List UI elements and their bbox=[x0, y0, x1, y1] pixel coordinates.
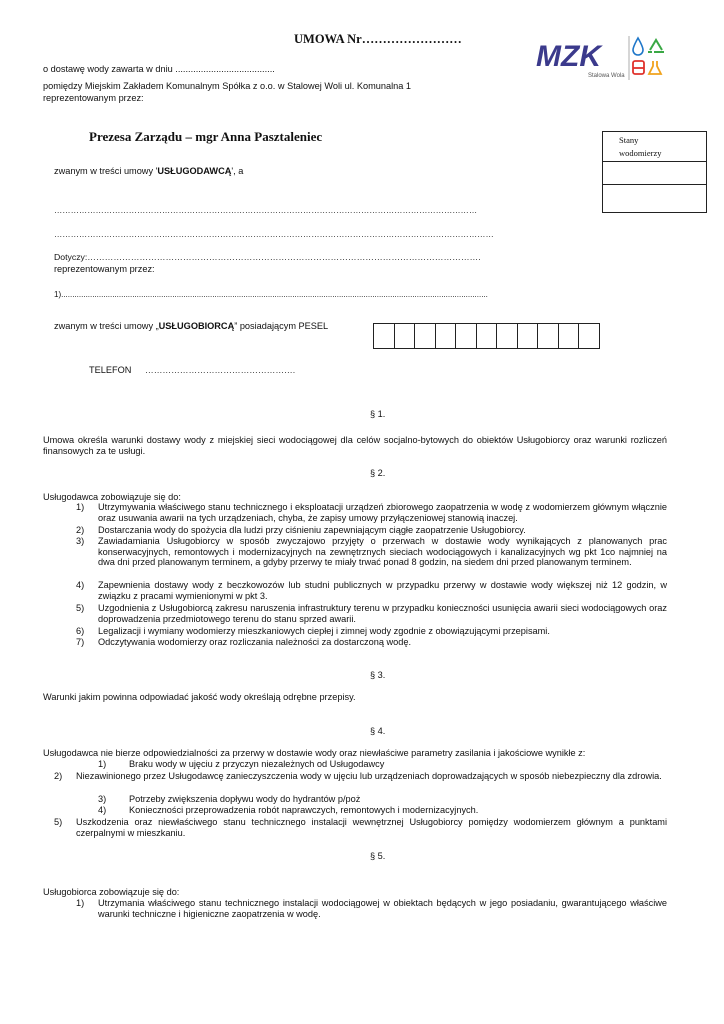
list-item: Potrzeby zwiększenia dopływu wody do hydrantów p/poż bbox=[129, 794, 361, 804]
header-line-1: o dostawę wody zawarta w dniu ....................................... bbox=[43, 64, 275, 74]
client-pre: zwanym w treści umowy „ bbox=[54, 321, 159, 331]
blank-line-2[interactable]: …………………………………………………………………………………………………………………………………………… bbox=[54, 229, 494, 239]
header-line-3: reprezentowanym przez: bbox=[43, 93, 144, 103]
president-name: Prezesa Zarządu – mgr Anna Pasztaleniec bbox=[89, 129, 323, 144]
pesel-digit[interactable] bbox=[518, 324, 539, 348]
pesel-digit[interactable] bbox=[559, 324, 580, 348]
meter-box bbox=[602, 131, 707, 213]
client-role: USŁUGOBIORCĄ bbox=[158, 321, 235, 331]
section-3-text: Warunki jakim powinna odpowiadać jakość wody określają odrębne przepisy. bbox=[43, 692, 356, 702]
logo-subtext: Stalowa Wola bbox=[588, 73, 625, 79]
pesel-digit[interactable] bbox=[456, 324, 477, 348]
pesel-digit[interactable] bbox=[538, 324, 559, 348]
bus-icon bbox=[633, 61, 644, 74]
list-item: Braku wody w ujęciu z przyczyn niezależnych od Usługodawcy bbox=[129, 759, 385, 769]
list-item: Utrzymania właściwego stanu technicznego instalacji wodociągowej w obiektach będących w jego posiadaniu, gwarantującego właściwe warunki techniczne i higieniczne zaopatrzenia w wodę. bbox=[98, 898, 667, 919]
meter-field-2[interactable] bbox=[603, 185, 707, 213]
list-number: 5) bbox=[76, 603, 85, 613]
list-number: 5) bbox=[54, 817, 63, 827]
provider-role: USŁUGODAWCĄ bbox=[157, 166, 232, 176]
flask-icon bbox=[649, 61, 661, 74]
pesel-digit[interactable] bbox=[477, 324, 498, 348]
water-drop-icon bbox=[633, 38, 643, 55]
list-item: Odczytywania wodomierzy oraz rozliczania należności za dostarczoną wodę. bbox=[98, 637, 412, 647]
list-number: 3) bbox=[98, 794, 107, 804]
represented-label: reprezentowanym przez: bbox=[54, 264, 155, 274]
meter-label-2: wodomierzy bbox=[619, 148, 662, 158]
recycle-icon bbox=[648, 40, 664, 52]
list-item: Konieczności przeprowadzenia robót naprawczych, remontowych i modernizacyjnych. bbox=[129, 805, 479, 815]
client-line bbox=[54, 321, 328, 331]
document-title: UMOWA Nr…………………… bbox=[294, 32, 462, 46]
section-4-heading: § 4. bbox=[370, 726, 386, 736]
pesel-digit[interactable] bbox=[395, 324, 416, 348]
list-number: 4) bbox=[76, 580, 85, 590]
list-item: Niezawinionego przez Usługodawcę zanieczyszczenia wody w ujęciu lub urządzeniach doprowadzających w sposób niebezpieczny dla zdrowia. bbox=[76, 771, 662, 781]
list-item: Dostarczania wody do spożycia dla ludzi przy ciśnieniu zapewniającym ciągłe zaopatrzenie Usługobiorcy. bbox=[98, 525, 526, 535]
pesel-digit[interactable] bbox=[497, 324, 518, 348]
list-item: Legalizacji i wymiany wodomierzy mieszkaniowych ciepłej i zimnej wody zgodnie z obowiązującymi przepisami. bbox=[98, 626, 550, 636]
list-item: Utrzymywania właściwego stanu technicznego i eksploatacji urządzeń zbiorowego zaopatrzenia w wodę z wodomierzem głównym włącznie oraz usuwania awarii na tych urządzeniach, chyba, że zapisy umowy przyłączeniowej stanowią inaczej. bbox=[98, 502, 667, 523]
section-2-heading: § 2. bbox=[370, 468, 386, 478]
meter-field-1[interactable] bbox=[603, 162, 707, 185]
mzk-logo bbox=[532, 30, 682, 82]
provider-post: ', a bbox=[231, 166, 244, 176]
person-1-line[interactable]: 1)................................................................................................................................................................................................ bbox=[54, 290, 488, 299]
client-post: ” posiadającym PESEL bbox=[234, 321, 329, 331]
list-number: 1) bbox=[98, 759, 107, 769]
meter-label-1: Stany bbox=[619, 135, 639, 145]
header-line-2: pomiędzy Miejskim Zakładem Komunalnym Spółka z o.o. w Stalowej Woli ul. Komunalna 1 bbox=[43, 81, 411, 91]
section-2-intro: Usługodawca zobowiązuje się do: bbox=[43, 492, 181, 502]
section-5-intro: Usługobiorca zobowiązuje się do: bbox=[43, 887, 180, 897]
pesel-digit[interactable] bbox=[436, 324, 457, 348]
pesel-digit[interactable] bbox=[579, 324, 599, 348]
pesel-digit[interactable] bbox=[374, 324, 395, 348]
dotyczy-line[interactable]: Dotyczy:………………………………………………………………………………………………………………………. bbox=[54, 252, 481, 262]
list-number: 7) bbox=[76, 637, 85, 647]
list-number: 6) bbox=[76, 626, 85, 636]
list-number: 1) bbox=[76, 502, 85, 512]
list-number: 3) bbox=[76, 536, 85, 546]
list-item: Zapewnienia dostawy wody z beczkowozów lub studni publicznych w przypadku przerwy w dostawie wody większej niż 12 godzin, w związku z pracami wymienionymi w pkt 3. bbox=[98, 580, 667, 601]
section-4-intro: Usługodawca nie bierze odpowiedzialności za przerwy w dostawie wody oraz niewłaściwe parametry zasilania i jakościowe wynikłe z: bbox=[43, 748, 586, 758]
list-number: 4) bbox=[98, 805, 107, 815]
logo-text: MZK bbox=[536, 40, 601, 73]
pesel-boxes[interactable] bbox=[373, 323, 600, 349]
list-number: 2) bbox=[76, 525, 85, 535]
provider-line bbox=[54, 166, 243, 176]
section-3-heading: § 3. bbox=[370, 670, 386, 680]
section-1-text: Umowa określa warunki dostawy wody z miejskiej sieci wodociągowej dla celów socjalno-bytowych do obiektów Usługobiorcy oraz warunki rozliczeń finansowych za te usługi. bbox=[43, 435, 667, 456]
blank-line-1[interactable]: ……………………………………………………………………………………………………………………………………… bbox=[54, 205, 478, 215]
pesel-digit[interactable] bbox=[415, 324, 436, 348]
telefon-label: TELEFON bbox=[89, 365, 132, 375]
list-item: Zawiadamiania Usługobiorcy w sposób zwyczajowo przyjęty o przerwach w dostawie wody wynikających z planowanych prac konserwacyjnych, remontowych i modernizacyjnych na zewnętrznych sieciach wodociągowych i kanalizacyjnych wg pkt 1co najmniej na dwa dni przed planowanym terminem, a gdyby przerwy te miały trwać ponad 8 godzin, na siedem dni przed planowanym terminem. bbox=[98, 536, 667, 568]
telefon-field[interactable]: ……………………………………………. bbox=[145, 365, 296, 375]
section-5-heading: § 5. bbox=[370, 851, 386, 861]
list-item: Uzgodnienia z Usługobiorcą zakresu naruszenia infrastruktury terenu w przypadku konieczności usunięcia awarii sieci wodociągowych oraz doprowadzenia przedmiotowego terenu do stanu sprzed awarii. bbox=[98, 603, 667, 624]
list-number: 2) bbox=[54, 771, 63, 781]
list-number: 1) bbox=[76, 898, 85, 908]
provider-pre: zwanym w treści umowy ' bbox=[54, 166, 158, 176]
list-item: Uszkodzenia oraz niewłaściwego stanu technicznego instalacji wewnętrznej Usługobiorcy pomiędzy wodomierzem głównym a punktami czerpalnymi w mieszkaniu. bbox=[76, 817, 667, 838]
section-1-heading: § 1. bbox=[370, 409, 386, 419]
